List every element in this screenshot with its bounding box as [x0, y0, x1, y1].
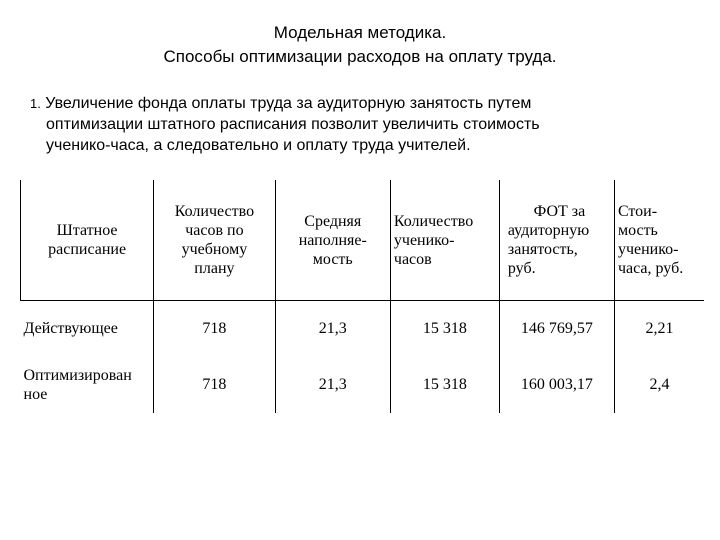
cell-cost: 2,21 [614, 301, 704, 357]
header-staff: Штатное расписание [21, 180, 154, 301]
cell-fot: 146 769,57 [499, 301, 614, 357]
cell-student-hours: 15 318 [390, 357, 499, 413]
intro-paragraph [30, 93, 700, 156]
page-subtitle: Способы оптимизации расходов на оплату труда. [163, 47, 557, 66]
row-label: Оптимизирован ное [23, 366, 132, 403]
header-student-hours: Количество ученико- часов [390, 180, 499, 301]
paragraph-line-3: ученико-часа, а следовательно и оплату труда учителей. [46, 137, 471, 154]
table-row [21, 301, 705, 357]
header-fill: Средняя наполняе- мость [275, 180, 390, 301]
paragraph-text-1: Увеличение фонда оплаты труда за аудиторную занятость путем [45, 95, 532, 112]
cell-student-hours: 15 318 [390, 301, 499, 357]
header-fot: ФОТ за аудиторную занятость, руб. [499, 180, 614, 301]
paragraph-line-2: оптимизации штатного расписания позволит увеличить стоимость [46, 116, 540, 133]
cell-fill: 21,3 [275, 301, 390, 357]
header-hours: Количество часов по учебному плану [154, 180, 275, 301]
cell-fill: 21,3 [275, 357, 390, 413]
cell-hours: 718 [154, 357, 275, 413]
paragraph-line-1 [30, 93, 700, 114]
cell-hours: 718 [154, 301, 275, 357]
cell-cost: 2,4 [614, 357, 704, 413]
header-cost: Стои- мость ученико- часа, руб. [614, 180, 704, 301]
table-header-row [21, 180, 705, 301]
row-label: Действующее [23, 320, 118, 338]
cell-fot: 160 003,17 [499, 357, 614, 413]
optimization-table [20, 180, 704, 413]
paragraph-number: 1. [30, 96, 41, 111]
table-row [21, 357, 705, 413]
page-title: Модельная методика. [273, 23, 447, 42]
